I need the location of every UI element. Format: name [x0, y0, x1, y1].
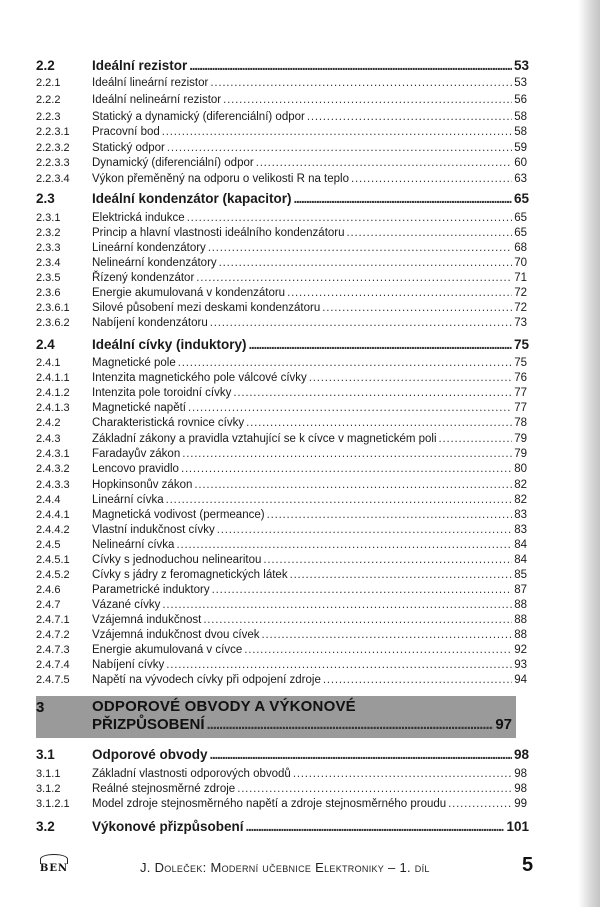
dot-leader [448, 797, 512, 811]
toc-entry-number: 2.4.1.3 [36, 402, 70, 414]
toc-entry-line [92, 493, 527, 507]
toc-entry-line [92, 356, 527, 370]
toc-entry-line [92, 767, 527, 781]
dot-leader [347, 226, 513, 240]
toc-entry-line [92, 301, 527, 315]
toc-entry[interactable] [0, 401, 600, 415]
toc-entry-title: Statický odpor [92, 142, 165, 154]
toc-entry-number: 2.4.7.2 [36, 629, 70, 641]
toc-entry-title: Vzájemná indukčnost dvou cívek [92, 629, 260, 641]
toc-section-entry[interactable] [0, 746, 600, 763]
toc-entry-line [92, 523, 527, 537]
toc-entry-line [92, 271, 527, 285]
toc-entry-number: 2.3.1 [36, 212, 61, 224]
dot-leader [309, 371, 512, 385]
toc-entry-line [92, 93, 527, 107]
toc-entry-title: Dynamický (diferenciální) odpor [92, 157, 254, 169]
toc-entry-line [92, 226, 527, 240]
toc-entry-line [92, 797, 527, 811]
toc-entry-page: 101 [506, 819, 529, 834]
toc-entry[interactable] [0, 673, 600, 687]
toc-entry-title: Základní vlastnosti odporových obvodů [92, 768, 291, 780]
toc-entry[interactable] [0, 432, 600, 446]
toc-entry-line [92, 568, 527, 582]
toc-entry-page: 79 [514, 448, 527, 460]
dot-leader [246, 416, 512, 430]
toc-entry[interactable] [0, 301, 600, 315]
toc-entry-page: 58 [514, 126, 527, 138]
chapter-page-number: 97 [495, 716, 512, 733]
toc-entry[interactable] [0, 226, 600, 240]
dot-leader [244, 643, 512, 657]
toc-entry-number: 2.2.3.4 [36, 173, 70, 185]
toc-entry-number: 2.3.2 [36, 227, 61, 239]
toc-entry-page: 53 [514, 77, 527, 89]
toc-entry-number: 3.1 [36, 747, 55, 762]
toc-entry-number: 2.3.3 [36, 242, 61, 254]
toc-entry-page: 68 [514, 242, 527, 254]
toc-entry-line [92, 256, 527, 270]
toc-entry[interactable] [0, 125, 600, 139]
toc-entry-title: Silové působení mezi deskami kondenzátoru [92, 302, 321, 314]
toc-entry-line [92, 125, 527, 139]
toc-entry-title: Energie akumulovaná v kondenzátoru [92, 287, 286, 299]
toc-entry-line [92, 432, 527, 446]
toc-entry[interactable] [0, 658, 600, 672]
toc-entry-number: 2.3.6.1 [36, 302, 70, 314]
toc-entry-number: 2.4.5 [36, 539, 61, 551]
dot-leader [351, 172, 512, 186]
toc-entry-line [92, 508, 527, 522]
toc-entry-title: Výkon přeměněný na odporu o velikosti R na teplo [92, 173, 349, 185]
toc-entry-page: 53 [513, 58, 529, 73]
dot-leader [210, 746, 512, 763]
toc-entry-title: Parametrické induktory [92, 584, 210, 596]
toc-entry[interactable] [0, 416, 600, 430]
toc-entry-title: Intenzita magnetického pole válcové cívky [92, 372, 307, 384]
chapter-title-line2: PŘIZPŮSOBENÍ [92, 716, 205, 733]
toc-entry-number: 2.4.7.3 [36, 644, 70, 656]
dot-leader [233, 386, 512, 400]
footer-book-title: J. Doleček: Moderní učebnice Elektroniky – 1. díl [140, 860, 430, 875]
toc-entry-number: 2.4.3.2 [36, 463, 70, 475]
toc-entry[interactable] [0, 141, 600, 155]
toc-entry-title: Výkonové přizpůsobení [92, 819, 244, 834]
toc-entry-title: Lencovo pravidlo [92, 463, 179, 475]
toc-entry-number: 3.1.2 [36, 783, 61, 795]
dot-leader [267, 508, 513, 522]
toc-entry-number: 3.1.2.1 [36, 798, 70, 810]
chapter-title-line1: ODPOROVÉ OBVODY A VÝKONOVÉ [92, 698, 356, 715]
toc-entry[interactable] [0, 386, 600, 400]
toc-entry-page: 72 [514, 302, 527, 314]
dot-leader [181, 462, 512, 476]
toc-entry-number: 2.4.3.3 [36, 479, 70, 491]
toc-entry-title: Cívky s jednoduchou nelinearitou [92, 554, 262, 566]
toc-entry-title: Napětí na vývodech cívky při odpojení zdroje [92, 674, 321, 686]
toc-entry-page: 99 [514, 798, 527, 810]
toc-entry-number: 2.2.3 [36, 111, 61, 123]
toc-entry-number: 2.3.4 [36, 257, 61, 269]
toc-entry[interactable] [0, 568, 600, 582]
toc-entry-line [92, 673, 527, 687]
toc-entry-page: 71 [514, 272, 527, 284]
toc-entry-title: Hopkinsonův zákon [92, 479, 193, 491]
toc-entry-line [92, 538, 527, 552]
toc-entry-title: Charakteristická rovnice cívky [92, 417, 245, 429]
toc-entry-page: 82 [514, 479, 527, 491]
toc-entry-line [92, 386, 527, 400]
toc-entry-title: Elektrická indukce [92, 212, 185, 224]
toc-entry-title: Nabíjení kondenzátoru [92, 317, 208, 329]
dot-leader [246, 818, 505, 835]
dot-leader [219, 256, 513, 270]
toc-entry-page: 82 [514, 494, 527, 506]
toc-entry-number: 2.3 [36, 191, 55, 206]
toc-entry-number: 2.4.4.1 [36, 509, 70, 521]
toc-entry-number: 2.4.3.1 [36, 448, 70, 460]
toc-entry[interactable] [0, 316, 600, 330]
dot-leader [194, 478, 512, 492]
toc-entry[interactable] [0, 493, 600, 507]
dot-leader [208, 241, 512, 255]
dot-leader [256, 156, 513, 170]
dot-leader [223, 93, 512, 107]
toc-entry[interactable] [0, 797, 600, 811]
toc-entry[interactable] [0, 93, 600, 107]
toc-entry-line [92, 286, 527, 300]
publisher-logo [36, 854, 72, 878]
toc-entry-line [92, 57, 529, 74]
toc-entry-number: 2.3.6 [36, 287, 61, 299]
dot-leader [189, 57, 512, 74]
toc-entry-line [92, 371, 527, 385]
dot-leader [166, 493, 513, 507]
toc-entry-page: 94 [514, 674, 527, 686]
logo-text: BEN [39, 863, 69, 874]
toc-entry-title: Odporové obvody [92, 747, 208, 762]
toc-entry-number: 2.2.3.1 [36, 126, 70, 138]
dot-leader [261, 628, 512, 642]
toc-entry-title: Cívky s jádry z feromagnetických látek [92, 569, 288, 581]
toc-entry-line [92, 316, 527, 330]
toc-entry[interactable] [0, 613, 600, 627]
toc-entry[interactable] [0, 538, 600, 552]
toc-entry[interactable] [0, 643, 600, 657]
toc-entry-title: Ideální nelineární rezistor [92, 94, 222, 106]
toc-entry-line [92, 190, 529, 207]
toc-entry[interactable] [0, 478, 600, 492]
toc-entry-number: 2.4.1 [36, 357, 61, 369]
toc-entry-page: 60 [514, 157, 527, 169]
toc-entry-line [92, 818, 529, 835]
toc-entry-page: 78 [514, 417, 527, 429]
toc-entry-number: 2.2.3.2 [36, 142, 70, 154]
toc-entry-page: 73 [514, 317, 527, 329]
toc-entry-number: 2.4.6 [36, 584, 61, 596]
toc-entry[interactable] [0, 767, 600, 781]
toc-entry-page: 88 [514, 614, 527, 626]
toc-entry-title: Model zdroje stejnosměrného napětí a zdroje stejnosměrného proudu [92, 798, 447, 810]
toc-entry-page: 63 [514, 173, 527, 185]
toc-entry-line [92, 336, 529, 353]
toc-entry-title: Nabíjení cívky [92, 659, 165, 671]
chapter-number: 3 [36, 699, 45, 716]
toc-entry-number: 2.4.1.2 [36, 387, 70, 399]
toc-entry-number: 2.4.3 [36, 433, 61, 445]
toc-entry[interactable] [0, 76, 600, 90]
toc-entry[interactable] [0, 371, 600, 385]
toc-entry-page: 56 [514, 94, 527, 106]
toc-entry-page: 88 [514, 599, 527, 611]
toc-entry-number: 2.4 [36, 337, 55, 352]
dot-leader [294, 190, 512, 207]
toc-section-entry[interactable] [0, 190, 600, 207]
toc-entry[interactable] [0, 172, 600, 186]
toc-entry-number: 2.4.7.1 [36, 614, 70, 626]
dot-leader [182, 447, 512, 461]
toc-entry-number: 2.4.5.2 [36, 569, 70, 581]
dot-leader [293, 767, 512, 781]
page-footer [0, 852, 600, 882]
toc-entry-number: 2.4.5.1 [36, 554, 70, 566]
toc-entry[interactable] [0, 553, 600, 567]
toc-entry-page: 84 [514, 539, 527, 551]
toc-entry-page: 93 [514, 659, 527, 671]
dot-leader [187, 211, 513, 225]
toc-entry-page: 77 [514, 402, 527, 414]
toc-entry[interactable] [0, 462, 600, 476]
dot-leader [287, 286, 512, 300]
toc-entry-line [92, 141, 527, 155]
toc-entry-page: 88 [514, 629, 527, 641]
toc-entry-page: 80 [514, 463, 527, 475]
chapter-title-line2-row [92, 716, 512, 733]
dot-leader [178, 356, 512, 370]
toc-entry-number: 2.4.1.1 [36, 372, 70, 384]
toc-entry[interactable] [0, 782, 600, 796]
toc-entry-title: Reálné stejnosměrné zdroje [92, 783, 236, 795]
toc-entry-number: 2.2.1 [36, 77, 61, 89]
toc-entry-page: 92 [514, 644, 527, 656]
toc-entry[interactable] [0, 447, 600, 461]
dot-leader [210, 316, 512, 330]
toc-entry-line [92, 156, 527, 170]
toc-entry-line [92, 401, 527, 415]
dot-leader [439, 432, 513, 446]
dot-leader [210, 76, 512, 90]
toc-section-entry[interactable] [0, 818, 600, 835]
toc-entry-number: 2.4.4 [36, 494, 61, 506]
toc-entry-line [92, 110, 527, 124]
toc-entry[interactable] [0, 271, 600, 285]
dot-leader [176, 538, 512, 552]
toc-entry-page: 75 [513, 337, 529, 352]
toc-entry[interactable] [0, 241, 600, 255]
toc-entry-title: Magnetické napětí [92, 402, 186, 414]
toc-entry-title: Nelineární kondenzátory [92, 257, 217, 269]
dot-leader [162, 125, 512, 139]
toc-entry-line [92, 172, 527, 186]
toc-entry-title: Faradayův zákon [92, 448, 181, 460]
toc-entry-line [92, 211, 527, 225]
toc-entry-title: Statický a dynamický (diferenciální) odpor [92, 111, 305, 123]
toc-entry-title: Lineární cívka [92, 494, 164, 506]
dot-leader [249, 336, 512, 353]
toc-entry[interactable] [0, 628, 600, 642]
dot-leader [290, 568, 513, 582]
dot-leader [166, 658, 512, 672]
dot-leader [212, 583, 513, 597]
toc-entry-title: Řízený kondenzátor [92, 272, 195, 284]
toc-entry-line [92, 416, 527, 430]
toc-entry-title: Lineární kondenzátory [92, 242, 206, 254]
toc-entry-number: 2.4.7 [36, 599, 61, 611]
toc-entry-number: 3.1.1 [36, 768, 61, 780]
toc-entry-title: Magnetická vodivost (permeance) [92, 509, 265, 521]
toc-entry[interactable] [0, 110, 600, 124]
toc-entry-line [92, 782, 527, 796]
toc-entry-line [92, 628, 527, 642]
toc-entry-title: Magnetické pole [92, 357, 176, 369]
toc-entry-page: 98 [513, 747, 529, 762]
toc-entry[interactable] [0, 508, 600, 522]
toc-entry[interactable] [0, 286, 600, 300]
toc-entry-line [92, 598, 527, 612]
toc-entry-title: Ideální rezistor [92, 58, 188, 73]
toc-entry-line [92, 613, 527, 627]
toc-entry-page: 77 [514, 387, 527, 399]
dot-leader [196, 271, 512, 285]
dot-leader [237, 782, 512, 796]
toc-entry-title: Ideální kondenzátor (kapacitor) [92, 191, 292, 206]
toc-entry-page: 70 [514, 257, 527, 269]
dot-leader [207, 716, 494, 733]
toc-entry-page: 65 [514, 212, 527, 224]
toc-entry[interactable] [0, 156, 600, 170]
toc-entry-page: 84 [514, 554, 527, 566]
toc-section-entry[interactable] [0, 57, 600, 74]
toc-entry-page: 65 [514, 227, 527, 239]
dot-leader [322, 301, 512, 315]
dot-leader [307, 110, 512, 124]
toc-entry-number: 2.3.5 [36, 272, 61, 284]
toc-entry-line [92, 447, 527, 461]
toc-entry-title: Energie akumulovaná v cívce [92, 644, 243, 656]
toc-entry-page: 98 [514, 768, 527, 780]
toc-entry-page: 83 [514, 524, 527, 536]
toc-entry-line [92, 746, 529, 763]
dot-leader [188, 401, 512, 415]
toc-entry-page: 76 [514, 372, 527, 384]
toc-entry-line [92, 643, 527, 657]
toc-entry-number: 2.2 [36, 58, 55, 73]
toc-entry-title: Pracovní bod [92, 126, 160, 138]
dot-leader [167, 141, 512, 155]
toc-entry-line [92, 583, 527, 597]
toc-entry-title: Princip a hlavní vlastnosti ideálního kondenzátoru [92, 227, 345, 239]
toc-entry-line [92, 553, 527, 567]
toc-entry-number: 2.4.4.2 [36, 524, 70, 536]
toc-entry[interactable] [0, 583, 600, 597]
dot-leader [263, 553, 512, 567]
toc-entry-page: 65 [513, 191, 529, 206]
toc-entry-title: Nelineární cívka [92, 539, 175, 551]
toc-entry-page: 72 [514, 287, 527, 299]
dot-leader [203, 613, 512, 627]
toc-entry[interactable] [0, 256, 600, 270]
toc-entry-page: 59 [514, 142, 527, 154]
toc-entry-page: 98 [514, 783, 527, 795]
toc-entry-title: Vázané cívky [92, 599, 161, 611]
toc-entry-title: Ideální cívky (induktory) [92, 337, 247, 352]
toc-entry-page: 58 [514, 111, 527, 123]
toc-section-entry[interactable] [0, 336, 600, 353]
toc-entry-number: 2.2.3.3 [36, 157, 70, 169]
dot-leader [323, 673, 512, 687]
toc-entry-title: Vzájemná indukčnost [92, 614, 202, 626]
toc-entry-page: 75 [514, 357, 527, 369]
toc-entry-line [92, 658, 527, 672]
toc-entry-number: 2.3.6.2 [36, 317, 70, 329]
toc-entry-line [92, 478, 527, 492]
toc-entry-page: 79 [514, 433, 527, 445]
toc-entry-title: Základní zákony a pravidla vztahující se k cívce v magnetickém poli [92, 433, 437, 445]
dot-leader [217, 523, 512, 537]
toc-entry[interactable] [0, 523, 600, 537]
toc-entry-page: 85 [514, 569, 527, 581]
toc-entry-title: Intenzita pole toroidní cívky [92, 387, 232, 399]
toc-entry-line [92, 76, 527, 90]
toc-entry-number: 2.4.7.4 [36, 659, 70, 671]
toc-entry-page: 83 [514, 509, 527, 521]
toc-entry-number: 3.2 [36, 819, 55, 834]
toc-entry-number: 2.4.7.5 [36, 674, 70, 686]
toc-entry[interactable] [0, 211, 600, 225]
toc-entry-title: Ideální lineární rezistor [92, 77, 209, 89]
dot-leader [162, 598, 512, 612]
toc-entry-page: 87 [514, 584, 527, 596]
toc-entry-line [92, 241, 527, 255]
toc-entry-title: Vlastní indukčnost cívky [92, 524, 215, 536]
toc-entry-line [92, 462, 527, 476]
toc-entry[interactable] [0, 598, 600, 612]
chapter-heading-3[interactable] [36, 696, 516, 738]
toc-entry[interactable] [0, 356, 600, 370]
footer-page-number: 5 [522, 854, 534, 876]
toc-entry-number: 2.4.2 [36, 417, 61, 429]
toc-entry-number: 2.2.2 [36, 94, 61, 106]
